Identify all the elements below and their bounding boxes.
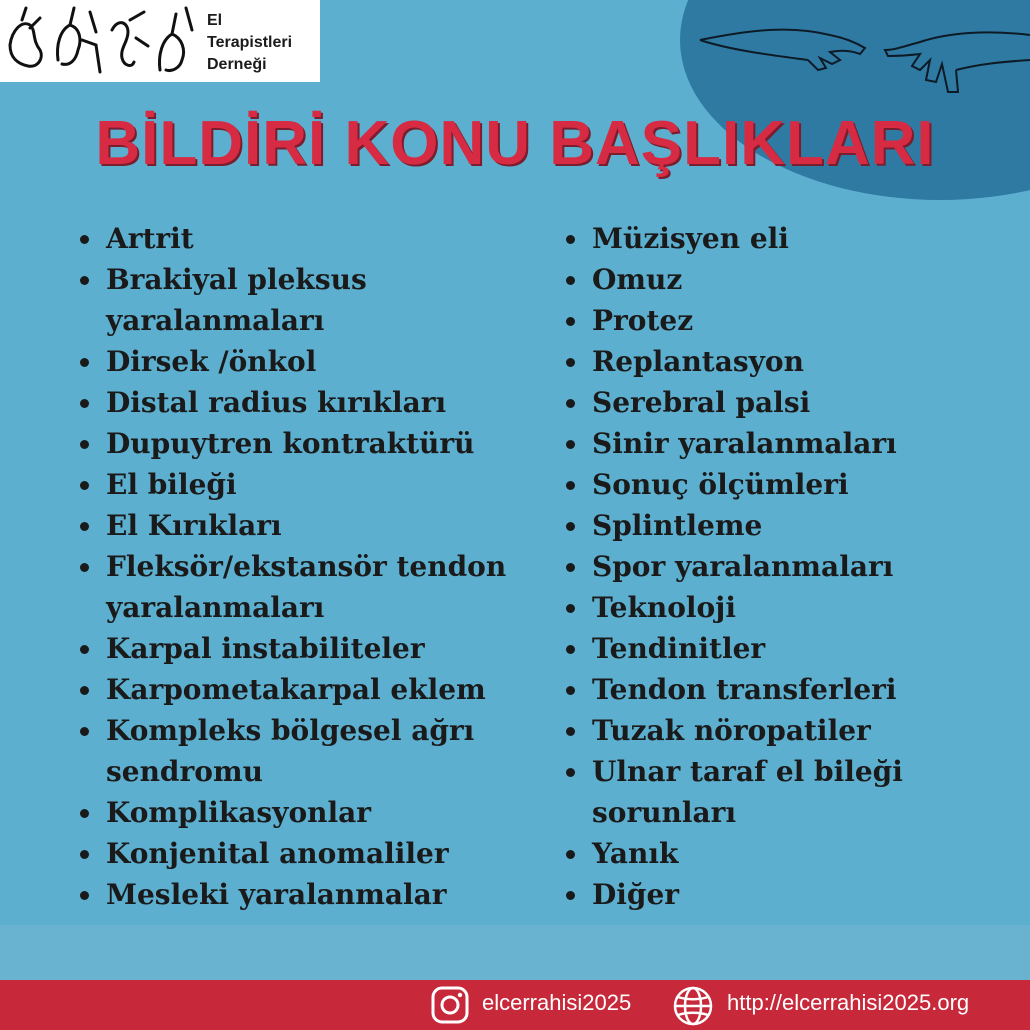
topic-list-right: [562, 218, 903, 915]
topic-item: Tuzak nöropatiler: [562, 710, 903, 751]
topic-item: Artrit: [76, 218, 506, 259]
topic-item: Tendon transferleri: [562, 669, 903, 710]
association-logo: [0, 0, 320, 82]
topic-item: Diğer: [562, 874, 903, 915]
topic-item: Müzisyen eli: [562, 218, 903, 259]
topic-item: El bileği: [76, 464, 506, 505]
topic-item: Karpal instabiliteler: [76, 628, 506, 669]
topic-item: Serebral palsi: [562, 382, 903, 423]
creation-hands-icon: [690, 0, 1030, 110]
topic-list-left: [76, 218, 506, 915]
topic-item: Spor yaralanmaları: [562, 546, 903, 587]
topic-item: Ulnar taraf el bileği: [562, 751, 903, 792]
logo-text: [207, 10, 292, 76]
topic-item: Fleksör/ekstansör tendon: [76, 546, 506, 587]
topic-item: Tendinitler: [562, 628, 903, 669]
globe-icon[interactable]: [672, 985, 714, 1027]
topic-item: Omuz: [562, 259, 903, 300]
topic-item: Sinir yaralanmaları: [562, 423, 903, 464]
hand-logo-icon: [0, 0, 200, 82]
background-lower-band: [0, 925, 1030, 980]
topic-item: Karpometakarpal eklem: [76, 669, 506, 710]
topic-item: Kompleks bölgesel ağrı: [76, 710, 506, 751]
page-title: BİLDİRİ KONU BAŞLIKLARI: [95, 109, 935, 178]
topic-item: Replantasyon: [562, 341, 903, 382]
footer-bar: [0, 980, 1030, 1030]
topic-item: Teknoloji: [562, 587, 903, 628]
instagram-handle[interactable]: elcerrahisi2025: [482, 990, 632, 1015]
topic-item: Sonuç ölçümleri: [562, 464, 903, 505]
website-link[interactable]: http://elcerrahisi2025.org: [727, 990, 970, 1015]
topic-item: sorunları: [592, 796, 737, 829]
logo-line-1: El: [207, 12, 223, 29]
logo-line-2: Terapistleri: [207, 34, 293, 51]
topic-item: El Kırıkları: [76, 505, 506, 546]
topic-item: Distal radius kırıkları: [76, 382, 506, 423]
logo-line-3: Derneği: [207, 56, 267, 73]
topic-item: Konjenital anomaliler: [76, 833, 506, 874]
topic-item: Splintleme: [562, 505, 903, 546]
topic-item: Dupuytren kontraktürü: [76, 423, 506, 464]
topic-item: Yanık: [562, 833, 903, 874]
instagram-icon[interactable]: [430, 985, 470, 1025]
topic-item: yaralanmaları: [106, 304, 325, 337]
topic-item: Mesleki yaralanmalar: [76, 874, 506, 915]
topic-item: Dirsek /önkol: [76, 341, 506, 382]
topic-item: Brakiyal pleksus: [76, 259, 506, 300]
topic-item: yaralanmaları: [106, 591, 325, 624]
topic-item: sendromu: [106, 755, 263, 788]
topic-item: Protez: [562, 300, 903, 341]
topic-item: Komplikasyonlar: [76, 792, 506, 833]
